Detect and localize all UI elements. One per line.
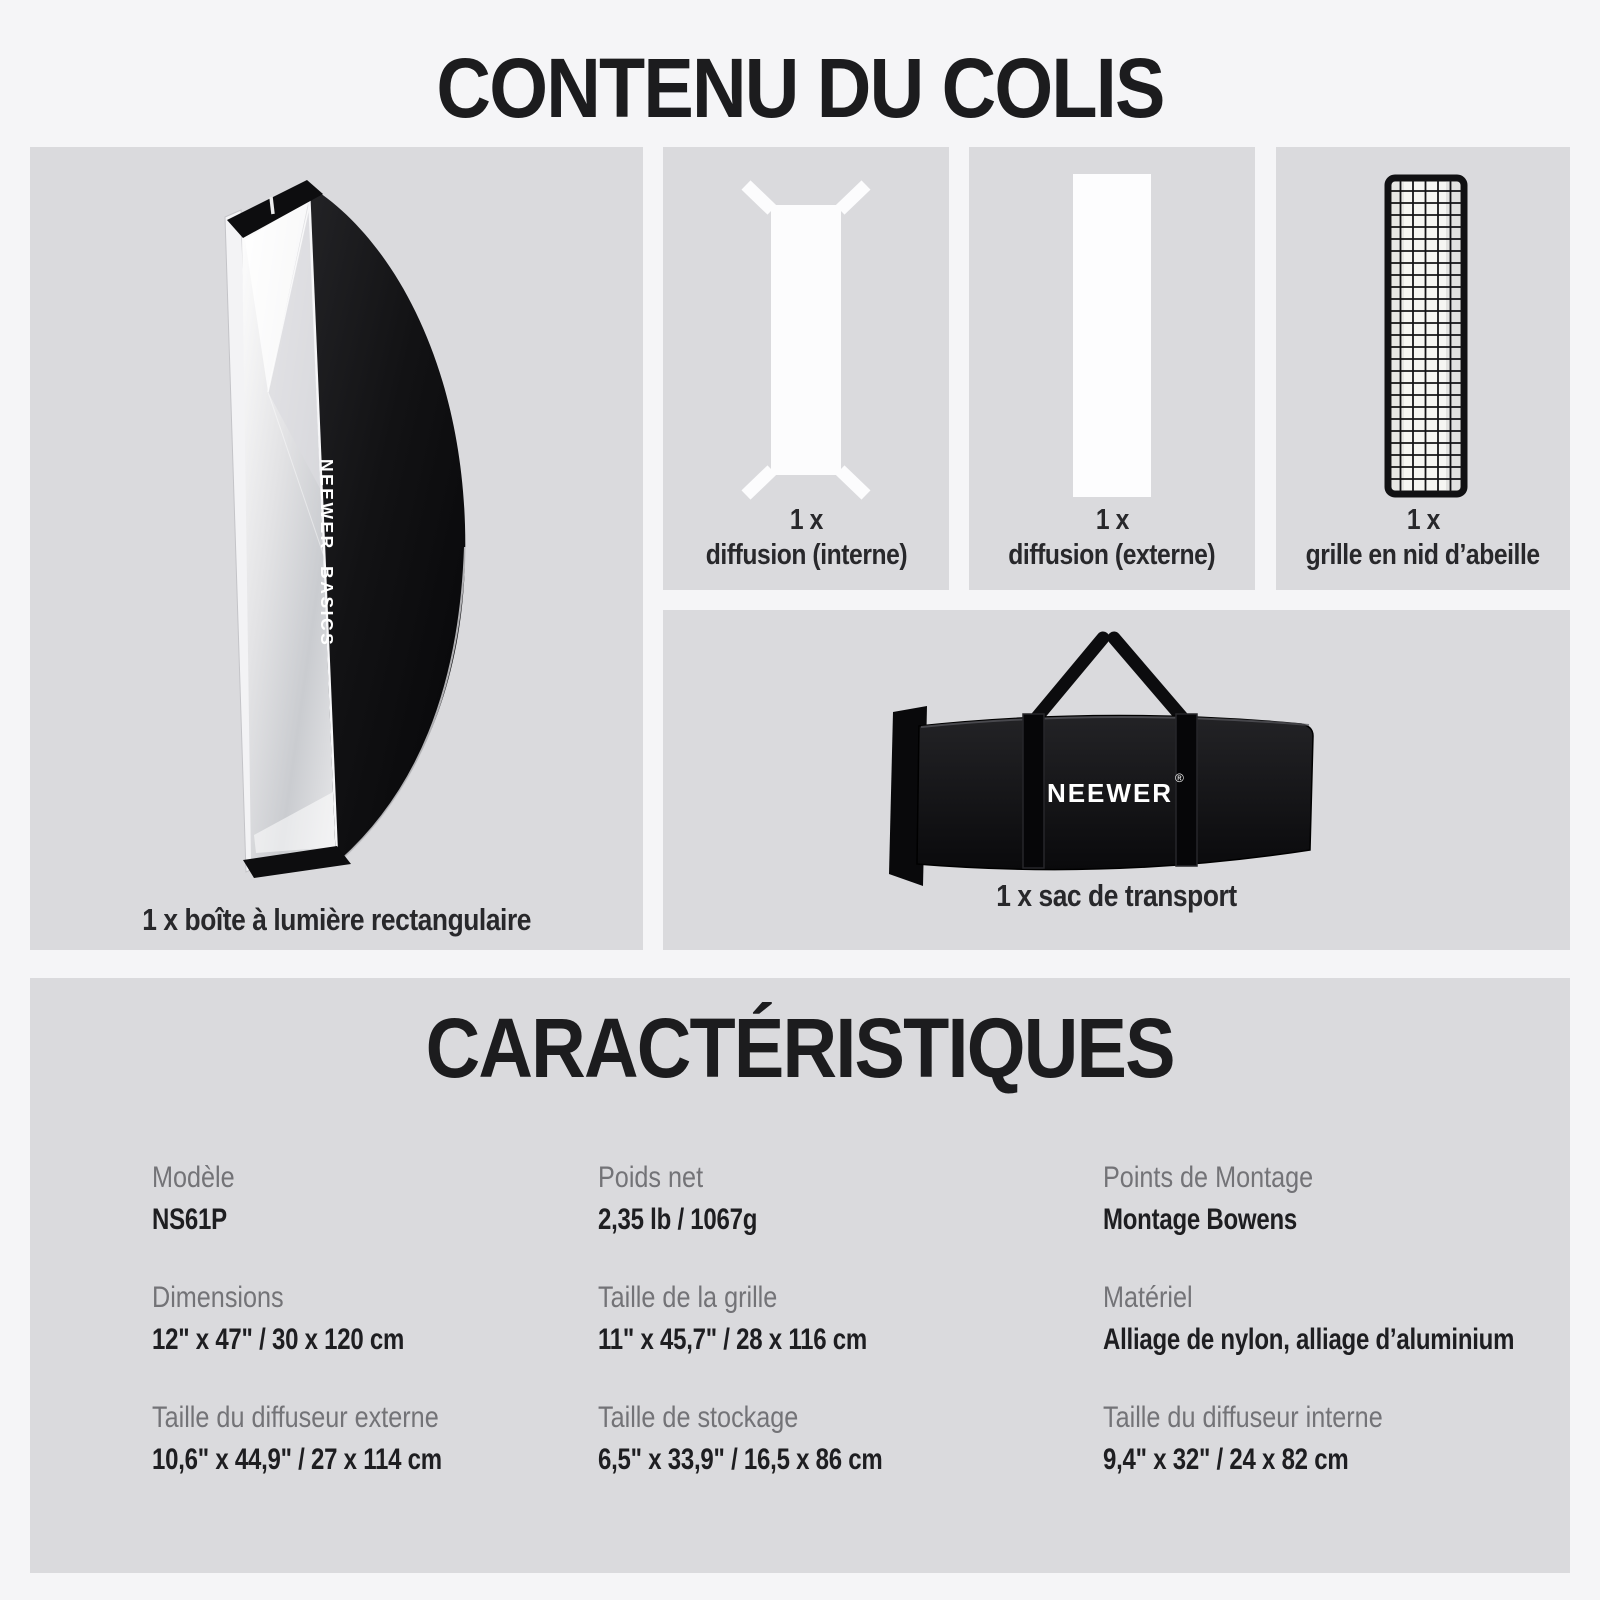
honeycomb-grid-panel xyxy=(1276,147,1570,590)
spec-inner-diffuser-size: Taille du diffuseur interne 9,4" x 32" / 24 x 82 cm xyxy=(1103,1401,1383,1476)
zipper-pull-icon xyxy=(271,197,273,214)
bag-brand-reg: ® xyxy=(1175,771,1184,785)
honeycomb-grid-caption: 1 x grille en nid d’abeille xyxy=(1305,504,1541,571)
outer-diffuser-icon xyxy=(1073,174,1151,497)
softbox-panel xyxy=(30,147,643,950)
softbox-icon xyxy=(30,147,643,950)
softbox-caption: 1 x boîte à lumière rectangulaire xyxy=(142,902,531,937)
bag-brand-text: NEEWER xyxy=(1046,778,1174,808)
spec-material: Matériel Alliage de nylon, alliage d’aluminium xyxy=(1103,1281,1515,1356)
honeycomb-grid-icon xyxy=(1384,174,1468,498)
inner-diffuser-caption: 1 x diffusion (interne) xyxy=(705,504,907,571)
spec-net-weight: Poids net 2,35 lb / 1067g xyxy=(598,1161,758,1236)
inner-diffuser-panel xyxy=(663,147,949,590)
inner-diffuser-icon xyxy=(726,175,886,505)
specifications-panel xyxy=(30,978,1570,1573)
spec-outer-diffuser-size: Taille du diffuseur externe 10,6" x 44,9" / 27 x 114 cm xyxy=(152,1401,442,1476)
carry-bag-panel xyxy=(663,610,1570,950)
specifications-title: CARACTÉRISTIQUES xyxy=(425,1001,1175,1095)
package-contents-title: CONTENU DU COLIS xyxy=(436,41,1164,135)
outer-diffuser-caption: 1 x diffusion (externe) xyxy=(1008,504,1216,571)
spec-model: Modèle NS61P xyxy=(152,1161,235,1236)
spec-grid-size: Taille de la grille 11" x 45,7" / 28 x 116 cm xyxy=(598,1281,867,1356)
spec-storage-size: Taille de stockage 6,5" x 33,9" / 16,5 x 86 cm xyxy=(598,1401,883,1476)
spec-dimensions: Dimensions 12" x 47" / 30 x 120 cm xyxy=(152,1281,405,1356)
carry-bag-caption: 1 x sac de transport xyxy=(996,878,1237,913)
outer-diffuser-panel xyxy=(969,147,1255,590)
spec-mount: Points de Montage Montage Bowens xyxy=(1103,1161,1314,1236)
softbox-brand-text: NEEWER BASICS xyxy=(317,459,337,648)
